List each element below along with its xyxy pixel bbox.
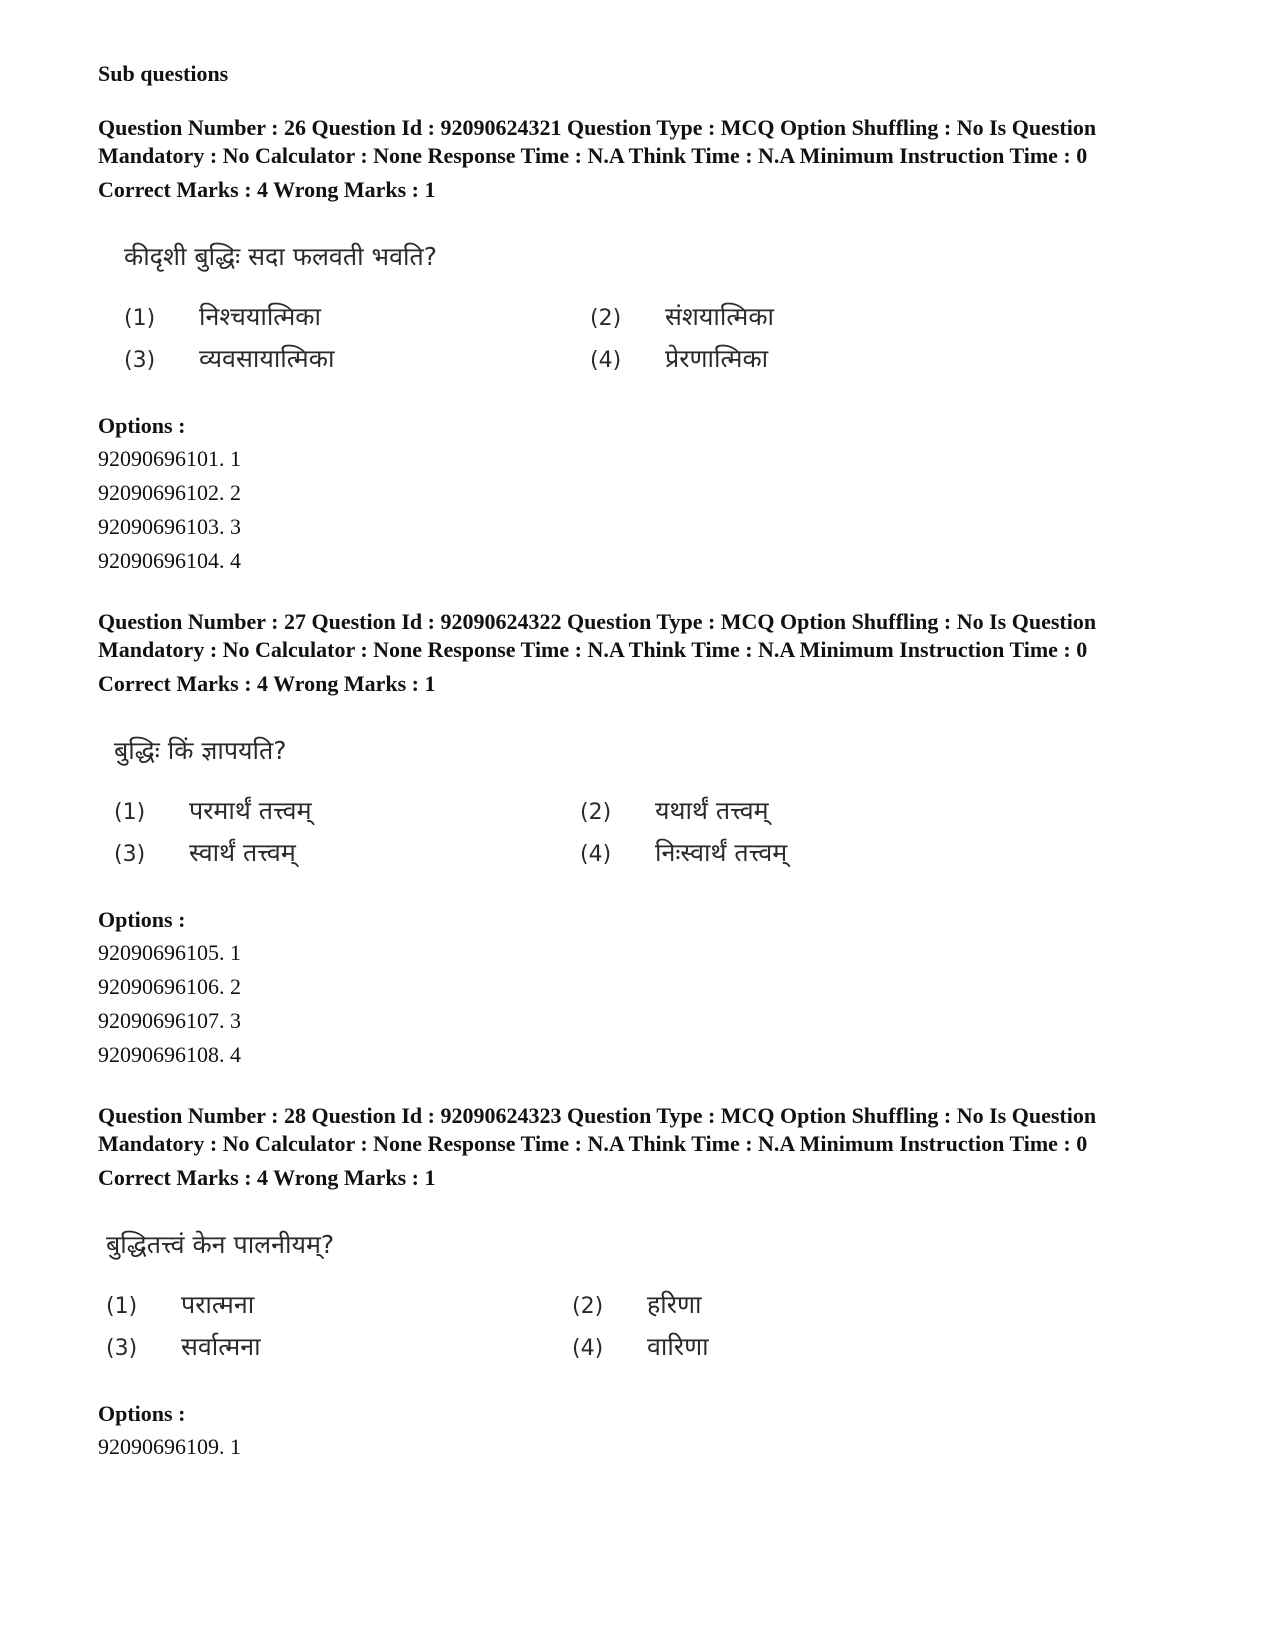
choice-4	[590, 342, 768, 378]
choice-4	[572, 1330, 709, 1366]
choice-1	[114, 794, 312, 830]
question-paper-page	[98, 60, 1178, 1464]
choice-number: (2)	[572, 1294, 604, 1319]
choice-text: परमार्थं तत्त्वम्	[189, 796, 312, 825]
choice-4	[580, 836, 787, 872]
option-item: 92090696101. 1	[98, 446, 241, 471]
options-list	[98, 1430, 1178, 1464]
option-item: 92090696102. 2	[98, 480, 241, 505]
question-marks: Correct Marks : 4 Wrong Marks : 1	[98, 1165, 436, 1190]
choice-2	[572, 1288, 702, 1324]
spacer	[98, 1072, 1178, 1102]
choice-text: यथार्थं तत्त्वम्	[655, 796, 769, 825]
options-label: Options :	[98, 1401, 186, 1426]
option-item: 92090696108. 4	[98, 1042, 241, 1067]
choice-number: (4)	[580, 842, 612, 867]
option-item: 92090696106. 2	[98, 974, 241, 999]
choice-number: (3)	[114, 842, 146, 867]
question-meta: Question Number : 27 Question Id : 92090624322 Question Type : MCQ Option Shuffling : No Is Question Mandatory : No Calculator : None Response Time : N.A Think Time : N.A Minimum Instruction Time : 0	[98, 609, 1097, 662]
choice-text: संशयात्मिका	[665, 302, 775, 331]
choice-number: (1)	[124, 306, 156, 331]
choice-text: परात्मना	[181, 1290, 255, 1319]
choice-text: वारिणा	[647, 1332, 709, 1361]
question-text: कीदृशी बुद्धिः सदा फलवती भवति?	[124, 242, 437, 271]
choice-text: व्यवसायात्मिका	[199, 344, 335, 373]
choice-text: निश्चयात्मिका	[199, 302, 321, 331]
options-list	[98, 936, 1178, 1072]
question-image	[98, 1228, 1178, 1378]
question-block-26	[98, 114, 1178, 578]
option-item: 92090696109. 1	[98, 1434, 241, 1459]
choice-1	[106, 1288, 254, 1324]
choice-number: (4)	[572, 1336, 604, 1361]
option-item: 92090696105. 1	[98, 940, 241, 965]
options-list	[98, 442, 1178, 578]
question-marks: Correct Marks : 4 Wrong Marks : 1	[98, 177, 436, 202]
options-label: Options :	[98, 907, 186, 932]
choice-number: (2)	[580, 800, 612, 825]
question-meta: Question Number : 28 Question Id : 92090624323 Question Type : MCQ Option Shuffling : No Is Question Mandatory : No Calculator : None Response Time : N.A Think Time : N.A Minimum Instruction Time : 0	[98, 1103, 1097, 1156]
spacer	[98, 578, 1178, 608]
question-block-28	[98, 1102, 1178, 1464]
question-image	[98, 734, 1178, 884]
choice-number: (1)	[106, 1294, 138, 1319]
choice-text: हरिणा	[647, 1290, 702, 1319]
choice-3	[114, 836, 296, 872]
choice-text: प्रेरणात्मिका	[665, 344, 769, 373]
options-label: Options :	[98, 413, 186, 438]
question-block-27	[98, 608, 1178, 1072]
choice-1	[124, 300, 321, 336]
option-item: 92090696107. 3	[98, 1008, 241, 1033]
choice-2	[580, 794, 769, 830]
choice-number: (3)	[124, 348, 156, 373]
choice-2	[590, 300, 774, 336]
choice-text: सर्वात्मना	[181, 1332, 261, 1361]
choice-text: स्वार्थं तत्त्वम्	[189, 838, 296, 867]
option-item: 92090696104. 4	[98, 548, 241, 573]
question-meta: Question Number : 26 Question Id : 92090624321 Question Type : MCQ Option Shuffling : No Is Question Mandatory : No Calculator : None Response Time : N.A Think Time : N.A Minimum Instruction Time : 0	[98, 115, 1097, 168]
section-heading: Sub questions	[98, 61, 229, 86]
choice-text: निःस्वार्थं तत्त्वम्	[655, 838, 788, 867]
question-marks: Correct Marks : 4 Wrong Marks : 1	[98, 671, 436, 696]
question-image	[98, 240, 1178, 390]
choice-3	[124, 342, 334, 378]
question-text: बुद्धिः किं ज्ञापयति?	[114, 736, 287, 765]
choice-3	[106, 1330, 261, 1366]
choice-number: (1)	[114, 800, 146, 825]
choice-number: (4)	[590, 348, 622, 373]
choice-number: (3)	[106, 1336, 138, 1361]
option-item: 92090696103. 3	[98, 514, 241, 539]
question-text: बुद्धितत्त्वं केन पालनीयम्?	[106, 1230, 335, 1259]
choice-number: (2)	[590, 306, 622, 331]
